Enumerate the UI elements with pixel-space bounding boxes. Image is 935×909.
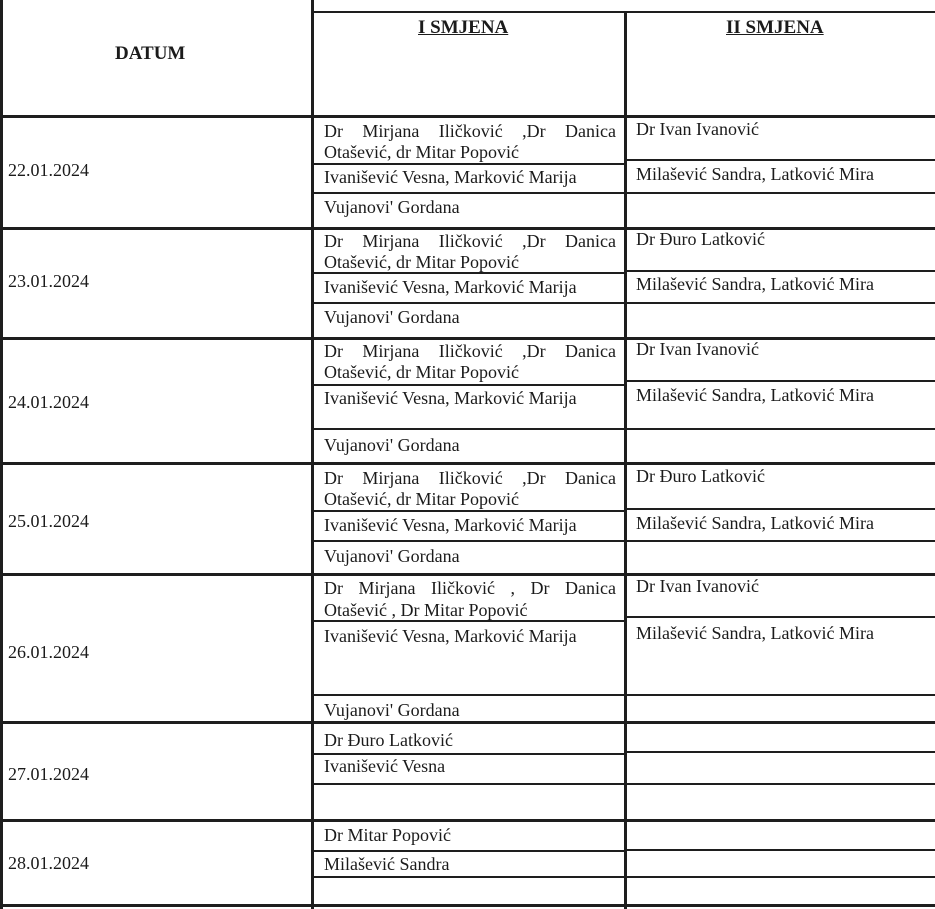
subrow-line xyxy=(311,192,624,194)
word: Dr xyxy=(530,578,550,598)
subrow-line xyxy=(624,302,935,304)
subrow-line xyxy=(311,428,624,430)
shift1-nurse: Milašević Sandra xyxy=(324,854,450,874)
row-separator xyxy=(0,573,935,576)
shift1-extra: Vujanovi' Gordana xyxy=(324,307,460,327)
word: Dr xyxy=(324,578,343,598)
shift1-extra: Vujanovi' Gordana xyxy=(324,546,460,566)
shift1-nurses: Ivanišević Vesna, Marković Marija xyxy=(324,388,577,408)
shift1-doctors-line2: Otašević, dr Mitar Popović xyxy=(324,489,519,509)
shift1-doctors-line2: Otašević, dr Mitar Popović xyxy=(324,252,519,272)
shift1-doctors-line1 xyxy=(324,577,616,599)
shift2-header: II SMJENA xyxy=(726,17,824,38)
word: ,Dr xyxy=(522,341,546,361)
word: ,Dr xyxy=(522,121,546,141)
subrow-line xyxy=(311,540,624,542)
subrow-line xyxy=(624,694,935,696)
subrow-line xyxy=(624,616,935,618)
shift1-doctors-line1 xyxy=(324,467,616,489)
word: Dr xyxy=(324,468,343,488)
word: Mirjana xyxy=(362,231,420,251)
row-date: 22.01.2024 xyxy=(8,160,89,180)
word: Iličković xyxy=(430,578,495,598)
table-bottom-border xyxy=(0,904,935,907)
shift1-doctors-line2: Otašević , Dr Mitar Popović xyxy=(324,600,528,620)
subrow-line xyxy=(624,380,935,382)
subrow-line xyxy=(624,876,935,878)
row-date: 24.01.2024 xyxy=(8,392,89,412)
word: Dr xyxy=(324,121,343,141)
datum-header: DATUM xyxy=(115,43,186,64)
shift1-nurses: Ivanišević Vesna, Marković Marija xyxy=(324,277,577,297)
subrow-line xyxy=(311,850,624,852)
row-date: 25.01.2024 xyxy=(8,511,89,531)
word: Dr xyxy=(324,341,343,361)
shift1-doctors-line1 xyxy=(324,120,616,142)
word: Danica xyxy=(564,578,616,598)
column-divider-datum xyxy=(311,0,314,909)
subrow-line xyxy=(624,428,935,430)
shift2-nurses: Milašević Sandra, Latković Mira xyxy=(636,164,874,184)
column-divider-shift xyxy=(624,12,627,909)
row-date: 27.01.2024 xyxy=(8,764,89,784)
subrow-line xyxy=(624,192,935,194)
word: ,Dr xyxy=(522,231,546,251)
shift1-extra: Vujanovi' Gordana xyxy=(324,435,460,455)
subrow-line xyxy=(624,783,935,785)
row-date: 23.01.2024 xyxy=(8,271,89,291)
shift2-nurses: Milašević Sandra, Latković Mira xyxy=(636,274,874,294)
subrow-line xyxy=(624,270,935,272)
word: ,Dr xyxy=(522,468,546,488)
shift1-nurses: Ivanišević Vesna, Marković Marija xyxy=(324,626,577,646)
subrow-line xyxy=(311,876,624,878)
shift1-nurse: Ivanišević Vesna xyxy=(324,756,446,776)
subrow-line xyxy=(624,159,935,161)
row-date: 28.01.2024 xyxy=(8,853,89,873)
shift1-nurses: Ivanišević Vesna, Marković Marija xyxy=(324,515,577,535)
word: Danica xyxy=(565,468,616,488)
shift2-doctor: Dr Ivan Ivanović xyxy=(636,576,759,596)
shift1-doctors-line2: Otašević, dr Mitar Popović xyxy=(324,142,519,162)
subrow-line xyxy=(624,540,935,542)
word: Iličković xyxy=(438,231,503,251)
shift1-nurses: Ivanišević Vesna, Marković Marija xyxy=(324,167,577,187)
word: Dr xyxy=(324,231,343,251)
shift2-doctor: Dr Đuro Latković xyxy=(636,466,765,486)
subrow-line xyxy=(624,751,935,753)
word: Iličković xyxy=(438,468,503,488)
shift1-doctors-line2: Otašević, dr Mitar Popović xyxy=(324,362,519,382)
subrow-line xyxy=(311,694,624,696)
subrow-line xyxy=(311,163,624,165)
shift2-nurses: Milašević Sandra, Latković Mira xyxy=(636,513,874,533)
row-date: 26.01.2024 xyxy=(8,642,89,662)
word: , xyxy=(510,578,515,598)
word: Danica xyxy=(565,121,616,141)
word: Mirjana xyxy=(362,468,420,488)
shift1-doctor: Dr Đuro Latković xyxy=(324,730,453,750)
subrow-line xyxy=(311,510,624,512)
shift2-doctor: Dr Đuro Latković xyxy=(636,229,765,249)
shift2-doctor: Dr Ivan Ivanović xyxy=(636,119,759,139)
header-top-border xyxy=(311,11,935,13)
word: Danica xyxy=(565,341,616,361)
shift1-extra: Vujanovi' Gordana xyxy=(324,700,460,720)
table-border-left xyxy=(0,0,3,909)
subrow-line xyxy=(311,384,624,386)
header-bottom-border xyxy=(0,115,935,118)
word: Mirjana xyxy=(362,341,420,361)
shift1-doctors-line1 xyxy=(324,340,616,362)
shift2-nurses: Milašević Sandra, Latković Mira xyxy=(636,623,874,643)
shift2-doctor: Dr Ivan Ivanović xyxy=(636,339,759,359)
shift1-extra: Vujanovi' Gordana xyxy=(324,197,460,217)
word: Danica xyxy=(565,231,616,251)
subrow-line xyxy=(624,508,935,510)
row-separator xyxy=(0,462,935,465)
shift2-nurses: Milašević Sandra, Latković Mira xyxy=(636,385,874,405)
shift1-header: I SMJENA xyxy=(418,17,509,38)
subrow-line xyxy=(311,302,624,304)
subrow-line xyxy=(311,783,624,785)
subrow-line xyxy=(624,849,935,851)
word: Mirjana xyxy=(362,121,420,141)
shift1-doctors-line1 xyxy=(324,230,616,252)
word: Mirjana xyxy=(358,578,416,598)
shift1-doctor: Dr Mitar Popović xyxy=(324,825,451,845)
row-separator xyxy=(0,721,935,724)
row-separator xyxy=(0,819,935,822)
word: Iličković xyxy=(438,121,503,141)
word: Iličković xyxy=(438,341,503,361)
